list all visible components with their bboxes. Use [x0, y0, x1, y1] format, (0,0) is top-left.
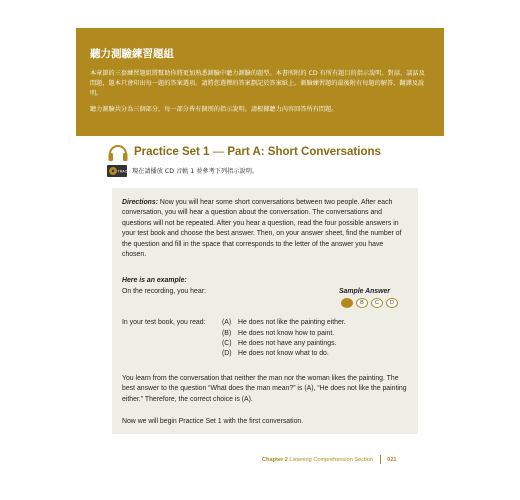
option-letter: (B) [222, 329, 232, 337]
option-text: He does not have any paintings. [238, 340, 337, 348]
page-footer [262, 455, 397, 464]
directions-label: Directions: [122, 199, 158, 206]
directions-paragraph [122, 198, 408, 260]
option-text: He does not know how to paint. [238, 329, 335, 337]
banner-title: 聽力測驗練習題組 [90, 48, 174, 60]
practice-title-dash: — [209, 146, 228, 158]
banner-paragraph-2: 聽力測驗共分為三個部分，每一部分皆有個別的指示說明。請根據聽力內容回答所有問題。 [90, 106, 338, 113]
practice-title-suffix: Part A: Short Conversations [227, 146, 381, 158]
footer-chapter: Chapter 2 [262, 456, 288, 463]
answer-bubble-c: C [371, 298, 383, 308]
option-letter: (C) [222, 340, 232, 348]
headphones-icon [107, 141, 129, 165]
practice-set-title [134, 146, 381, 158]
example-row [122, 287, 408, 297]
option-b [222, 329, 408, 339]
begin-paragraph: Now we will begin Practice Set 1 with the first conversation. [122, 418, 304, 426]
sample-answer-label: Sample Answer [338, 287, 390, 295]
answer-bubble-d: D [386, 298, 398, 308]
answer-bubble-b: B [356, 298, 368, 308]
cd-track-label: TRACK [117, 169, 130, 174]
option-a [222, 318, 408, 328]
directions-text: Now you will hear some short conversations between two people. After each conversation, you will hear a question about the conversation. The conversations and questions will not be repeated. After you hear a question, read the four possible answers in your test book and choose the best answer. Then, on your answer sheet, find the number of the question and fill in the space that corresponds to the letter of the answer you have chosen. [122, 199, 402, 259]
sample-answer-bubbles [122, 298, 398, 308]
cd-track-icon [107, 165, 130, 177]
option-c [222, 339, 408, 349]
footer-divider [380, 455, 381, 464]
option-d [222, 349, 408, 359]
example-heading: Here is an example: [122, 277, 187, 285]
play-cd-instruction: 現在請播放 CD 音軌 1 並參考下列指示說明。 [132, 168, 259, 175]
page-number: 021 [387, 456, 397, 463]
option-text: He does not know what to do. [238, 350, 329, 358]
options-lead: In your test book, you read: [122, 319, 206, 327]
option-letter: (D) [222, 350, 232, 358]
intro-banner [76, 28, 444, 136]
options-list [222, 318, 408, 360]
example-line: On the recording, you hear: [122, 287, 206, 295]
banner-paragraph-1: 本章節的三套練習題組將幫助你將更加熟悉測驗中聽力測驗的題型。本書所附的 CD 有所有題目的指示說明、對話、談話及問題，題本只會印出每一題的答案選項。請將您選擇的答案劃記於答案紙上。測驗練習題的最後附有每題的解答、翻譯及說明。 [90, 70, 425, 97]
option-letter: (A) [222, 319, 232, 327]
options-block [122, 318, 408, 360]
page-top-margin [0, 0, 520, 28]
explanation-paragraph: You learn from the conversation that neither the man nor the woman likes the painting. The best answer to the question “What does the man mean?” is (A), “He does not like the painting either.” Therefore, the correct choice is (A). [122, 374, 407, 403]
answer-bubble-a: A [341, 298, 353, 308]
option-text: He does not like the painting either. [238, 319, 346, 327]
footer-section: Listening Comprehension Section [289, 456, 374, 463]
practice-title-prefix: Practice Set 1 [134, 146, 210, 158]
directions-card [112, 188, 418, 434]
